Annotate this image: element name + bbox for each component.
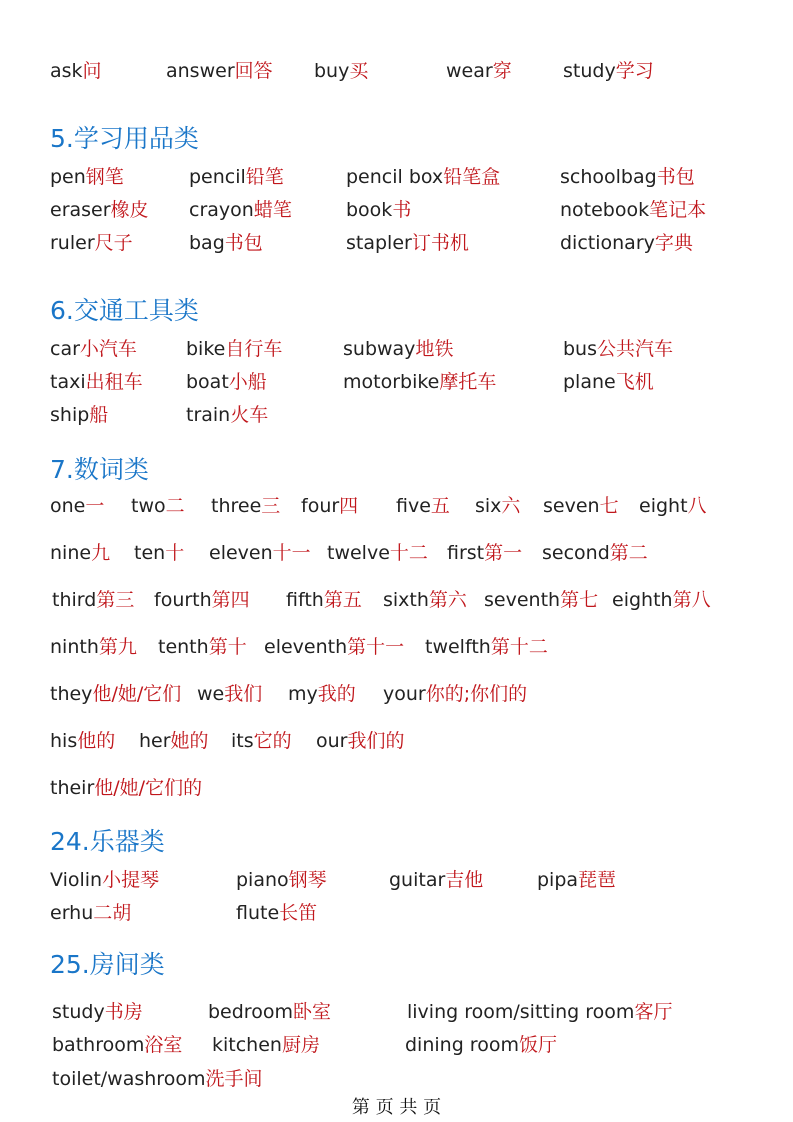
vocab-entry bbox=[612, 585, 711, 615]
chinese-meaning: 吉他 bbox=[445, 869, 484, 891]
english-word: kitchen bbox=[212, 1034, 282, 1056]
vocab-entry bbox=[346, 228, 469, 258]
chinese-meaning: 我们 bbox=[224, 683, 263, 705]
english-word: bus bbox=[563, 338, 598, 360]
vocab-entry bbox=[52, 585, 134, 615]
english-word: tenth bbox=[158, 636, 209, 658]
chinese-meaning: 买 bbox=[349, 60, 369, 82]
vocab-entry bbox=[50, 538, 110, 568]
vocab-entry bbox=[50, 162, 124, 192]
vocab-entry bbox=[475, 491, 520, 521]
vocab-entry bbox=[197, 679, 262, 709]
chinese-meaning: 你的;你们的 bbox=[425, 683, 528, 705]
english-word: pen bbox=[50, 166, 86, 188]
english-word: ten bbox=[134, 542, 166, 564]
vocab-entry bbox=[52, 1064, 262, 1094]
english-word: eleven bbox=[209, 542, 273, 564]
english-word: flute bbox=[236, 902, 280, 924]
chinese-meaning: 洗手间 bbox=[205, 1068, 263, 1090]
english-word: bike bbox=[186, 338, 226, 360]
english-word: its bbox=[231, 730, 254, 752]
chinese-meaning: 四 bbox=[339, 495, 359, 517]
english-word: sixth bbox=[383, 589, 429, 611]
english-word: piano bbox=[236, 869, 289, 891]
chinese-meaning: 第九 bbox=[98, 636, 137, 658]
vocab-entry bbox=[447, 538, 522, 568]
english-word: wear bbox=[446, 60, 493, 82]
chinese-meaning: 公共汽车 bbox=[597, 338, 674, 360]
english-word: first bbox=[447, 542, 485, 564]
chinese-meaning: 厨房 bbox=[281, 1034, 320, 1056]
vocab-entry bbox=[186, 334, 282, 364]
chinese-meaning: 小提琴 bbox=[102, 869, 160, 891]
vocab-entry bbox=[316, 726, 405, 756]
chinese-meaning: 书 bbox=[392, 199, 412, 221]
chinese-meaning: 琵琶 bbox=[578, 869, 617, 891]
english-word: Violin bbox=[50, 869, 103, 891]
english-word: study bbox=[52, 1001, 105, 1023]
english-word: her bbox=[139, 730, 171, 752]
english-word: seventh bbox=[484, 589, 561, 611]
chinese-meaning: 一 bbox=[85, 495, 105, 517]
english-word: notebook bbox=[560, 199, 650, 221]
english-word: guitar bbox=[389, 869, 446, 891]
vocab-entry bbox=[50, 679, 181, 709]
vocab-entry bbox=[446, 56, 512, 86]
vocab-entry bbox=[407, 997, 672, 1027]
vocab-entry bbox=[542, 538, 648, 568]
english-word: his bbox=[50, 730, 78, 752]
english-word: twelve bbox=[327, 542, 390, 564]
english-word: ruler bbox=[50, 232, 95, 254]
vocab-entry bbox=[50, 56, 102, 86]
vocab-entry bbox=[52, 997, 143, 1027]
chinese-meaning: 我们的 bbox=[347, 730, 405, 752]
vocab-entry bbox=[154, 585, 250, 615]
section-heading: 6.交通工具类 bbox=[50, 296, 199, 325]
chinese-meaning: 第十一 bbox=[347, 636, 405, 658]
vocab-entry bbox=[134, 538, 184, 568]
chinese-meaning: 书包 bbox=[224, 232, 263, 254]
vocab-entry bbox=[50, 632, 137, 662]
english-word: twelfth bbox=[425, 636, 491, 658]
english-word: four bbox=[301, 495, 340, 517]
vocab-entry bbox=[346, 162, 500, 192]
english-word: schoolbag bbox=[560, 166, 657, 188]
english-word: bedroom bbox=[208, 1001, 293, 1023]
english-word: bag bbox=[189, 232, 225, 254]
english-word: fifth bbox=[286, 589, 324, 611]
vocab-entry bbox=[231, 726, 292, 756]
english-word: motorbike bbox=[343, 371, 440, 393]
vocab-entry bbox=[166, 56, 273, 86]
chinese-meaning: 第七 bbox=[560, 589, 599, 611]
chinese-meaning: 饭厅 bbox=[518, 1034, 557, 1056]
chinese-meaning: 长笛 bbox=[279, 902, 318, 924]
chinese-meaning: 书房 bbox=[104, 1001, 143, 1023]
chinese-meaning: 火车 bbox=[230, 404, 269, 426]
vocab-entry bbox=[189, 162, 284, 192]
chinese-meaning: 自行车 bbox=[225, 338, 283, 360]
chinese-meaning: 第二 bbox=[609, 542, 648, 564]
chinese-meaning: 第四 bbox=[211, 589, 250, 611]
chinese-meaning: 九 bbox=[91, 542, 111, 564]
chinese-meaning: 客厅 bbox=[634, 1001, 673, 1023]
chinese-meaning: 浴室 bbox=[144, 1034, 183, 1056]
english-word: book bbox=[346, 199, 393, 221]
english-word: pipa bbox=[537, 869, 579, 891]
vocab-entry bbox=[50, 773, 202, 803]
chinese-meaning: 第三 bbox=[96, 589, 135, 611]
vocab-entry bbox=[346, 195, 411, 225]
english-word: second bbox=[542, 542, 610, 564]
chinese-meaning: 摩托车 bbox=[439, 371, 497, 393]
english-word: eraser bbox=[50, 199, 111, 221]
vocab-entry bbox=[189, 195, 292, 225]
vocab-entry bbox=[208, 997, 331, 1027]
chinese-meaning: 字典 bbox=[654, 232, 693, 254]
chinese-meaning: 五 bbox=[430, 495, 450, 517]
english-word: two bbox=[131, 495, 166, 517]
english-word: dictionary bbox=[560, 232, 655, 254]
english-word: my bbox=[288, 683, 318, 705]
vocab-entry bbox=[314, 56, 368, 86]
section-heading: 7.数词类 bbox=[50, 455, 149, 484]
english-word: eighth bbox=[612, 589, 673, 611]
section-heading: 24.乐器类 bbox=[50, 827, 165, 856]
english-word: study bbox=[563, 60, 616, 82]
chinese-meaning: 钢笔 bbox=[85, 166, 124, 188]
english-word: one bbox=[50, 495, 86, 517]
english-word: your bbox=[383, 683, 426, 705]
vocab-entry bbox=[52, 1030, 182, 1060]
vocab-entry bbox=[50, 400, 108, 430]
chinese-meaning: 七 bbox=[599, 495, 619, 517]
vocab-entry bbox=[236, 898, 317, 928]
chinese-meaning: 我的 bbox=[317, 683, 356, 705]
english-word: toilet/washroom bbox=[52, 1068, 206, 1090]
vocab-entry bbox=[189, 228, 263, 258]
chinese-meaning: 出租车 bbox=[85, 371, 143, 393]
english-word: crayon bbox=[189, 199, 254, 221]
english-word: ship bbox=[50, 404, 90, 426]
vocab-entry bbox=[563, 56, 654, 86]
chinese-meaning: 书包 bbox=[656, 166, 695, 188]
vocab-entry bbox=[383, 679, 527, 709]
english-word: eight bbox=[639, 495, 688, 517]
vocab-entry bbox=[560, 195, 706, 225]
english-word: we bbox=[197, 683, 225, 705]
english-word: seven bbox=[543, 495, 600, 517]
english-word: they bbox=[50, 683, 93, 705]
chinese-meaning: 二 bbox=[165, 495, 185, 517]
chinese-meaning: 回答 bbox=[234, 60, 273, 82]
vocab-entry bbox=[343, 334, 453, 364]
english-word: buy bbox=[314, 60, 350, 82]
vocab-entry bbox=[396, 491, 450, 521]
vocab-entry bbox=[50, 491, 104, 521]
section-heading: 5.学习用品类 bbox=[50, 124, 199, 153]
chinese-meaning: 第一 bbox=[484, 542, 523, 564]
vocab-entry bbox=[50, 367, 143, 397]
english-word: third bbox=[52, 589, 97, 611]
vocab-entry bbox=[264, 632, 404, 662]
chinese-meaning: 小汽车 bbox=[79, 338, 137, 360]
vocab-entry bbox=[50, 334, 137, 364]
vocab-entry bbox=[560, 162, 695, 192]
chinese-meaning: 十 bbox=[165, 542, 185, 564]
english-word: bathroom bbox=[52, 1034, 145, 1056]
english-word: erhu bbox=[50, 902, 94, 924]
vocab-entry bbox=[484, 585, 598, 615]
vocab-entry bbox=[405, 1030, 557, 1060]
english-word: taxi bbox=[50, 371, 86, 393]
chinese-meaning: 蜡笔 bbox=[253, 199, 292, 221]
chinese-meaning: 他/她/它们 bbox=[92, 683, 182, 705]
vocab-entry bbox=[301, 491, 358, 521]
english-word: boat bbox=[186, 371, 229, 393]
chinese-meaning: 他的 bbox=[77, 730, 116, 752]
vocab-entry bbox=[139, 726, 209, 756]
english-word: stapler bbox=[346, 232, 412, 254]
english-word: nine bbox=[50, 542, 92, 564]
chinese-meaning: 十二 bbox=[389, 542, 428, 564]
english-word: five bbox=[396, 495, 431, 517]
chinese-meaning: 铅笔 bbox=[245, 166, 284, 188]
vocab-entry bbox=[158, 632, 247, 662]
vocab-entry bbox=[343, 367, 496, 397]
english-word: subway bbox=[343, 338, 416, 360]
vocab-entry bbox=[186, 367, 267, 397]
vocab-entry bbox=[186, 400, 268, 430]
vocab-entry bbox=[563, 367, 654, 397]
chinese-meaning: 小船 bbox=[228, 371, 267, 393]
english-word: answer bbox=[166, 60, 235, 82]
vocab-entry bbox=[286, 585, 362, 615]
chinese-meaning: 学习 bbox=[615, 60, 654, 82]
chinese-meaning: 铅笔盒 bbox=[443, 166, 501, 188]
vocab-entry bbox=[50, 195, 149, 225]
chinese-meaning: 八 bbox=[687, 495, 707, 517]
chinese-meaning: 他/她/它们的 bbox=[94, 777, 203, 799]
vocab-entry bbox=[383, 585, 467, 615]
chinese-meaning: 橡皮 bbox=[110, 199, 149, 221]
vocab-entry bbox=[537, 865, 616, 895]
vocab-entry bbox=[389, 865, 483, 895]
chinese-meaning: 钢琴 bbox=[288, 869, 327, 891]
vocab-entry bbox=[425, 632, 548, 662]
chinese-meaning: 第十二 bbox=[490, 636, 548, 658]
chinese-meaning: 笔记本 bbox=[649, 199, 707, 221]
vocab-entry bbox=[639, 491, 707, 521]
chinese-meaning: 船 bbox=[89, 404, 109, 426]
vocab-entry bbox=[543, 491, 619, 521]
english-word: ninth bbox=[50, 636, 99, 658]
chinese-meaning: 第五 bbox=[323, 589, 362, 611]
english-word: ask bbox=[50, 60, 83, 82]
chinese-meaning: 第八 bbox=[672, 589, 711, 611]
vocab-entry bbox=[212, 1030, 320, 1060]
chinese-meaning: 地铁 bbox=[415, 338, 454, 360]
vocab-entry bbox=[563, 334, 673, 364]
english-word: living room/sitting room bbox=[407, 1001, 635, 1023]
chinese-meaning: 她的 bbox=[170, 730, 209, 752]
english-word: train bbox=[186, 404, 231, 426]
english-word: our bbox=[316, 730, 348, 752]
vocab-entry bbox=[327, 538, 428, 568]
vocab-entry bbox=[50, 865, 159, 895]
vocab-entry bbox=[50, 228, 133, 258]
chinese-meaning: 二胡 bbox=[93, 902, 132, 924]
chinese-meaning: 六 bbox=[501, 495, 521, 517]
vocab-entry bbox=[288, 679, 356, 709]
chinese-meaning: 第六 bbox=[428, 589, 467, 611]
vocab-entry bbox=[236, 865, 327, 895]
chinese-meaning: 飞机 bbox=[615, 371, 654, 393]
english-word: their bbox=[50, 777, 95, 799]
chinese-meaning: 它的 bbox=[253, 730, 292, 752]
chinese-meaning: 问 bbox=[82, 60, 102, 82]
page-footer: 第 页 共 页 bbox=[351, 1097, 442, 1118]
chinese-meaning: 订书机 bbox=[411, 232, 469, 254]
english-word: plane bbox=[563, 371, 616, 393]
chinese-meaning: 三 bbox=[261, 495, 281, 517]
chinese-meaning: 第十 bbox=[208, 636, 247, 658]
chinese-meaning: 穿 bbox=[492, 60, 512, 82]
english-word: three bbox=[211, 495, 262, 517]
chinese-meaning: 十一 bbox=[272, 542, 311, 564]
english-word: pencil bbox=[189, 166, 246, 188]
vocab-entry bbox=[50, 726, 115, 756]
vocab-entry bbox=[560, 228, 693, 258]
vocab-entry bbox=[209, 538, 311, 568]
english-word: dining room bbox=[405, 1034, 519, 1056]
chinese-meaning: 尺子 bbox=[94, 232, 133, 254]
section-heading: 25.房间类 bbox=[50, 950, 165, 979]
english-word: car bbox=[50, 338, 80, 360]
vocab-entry bbox=[50, 898, 131, 928]
vocab-entry bbox=[131, 491, 185, 521]
english-word: fourth bbox=[154, 589, 212, 611]
english-word: eleventh bbox=[264, 636, 348, 658]
english-word: pencil box bbox=[346, 166, 444, 188]
english-word: six bbox=[475, 495, 502, 517]
chinese-meaning: 卧室 bbox=[292, 1001, 331, 1023]
vocab-entry bbox=[211, 491, 280, 521]
